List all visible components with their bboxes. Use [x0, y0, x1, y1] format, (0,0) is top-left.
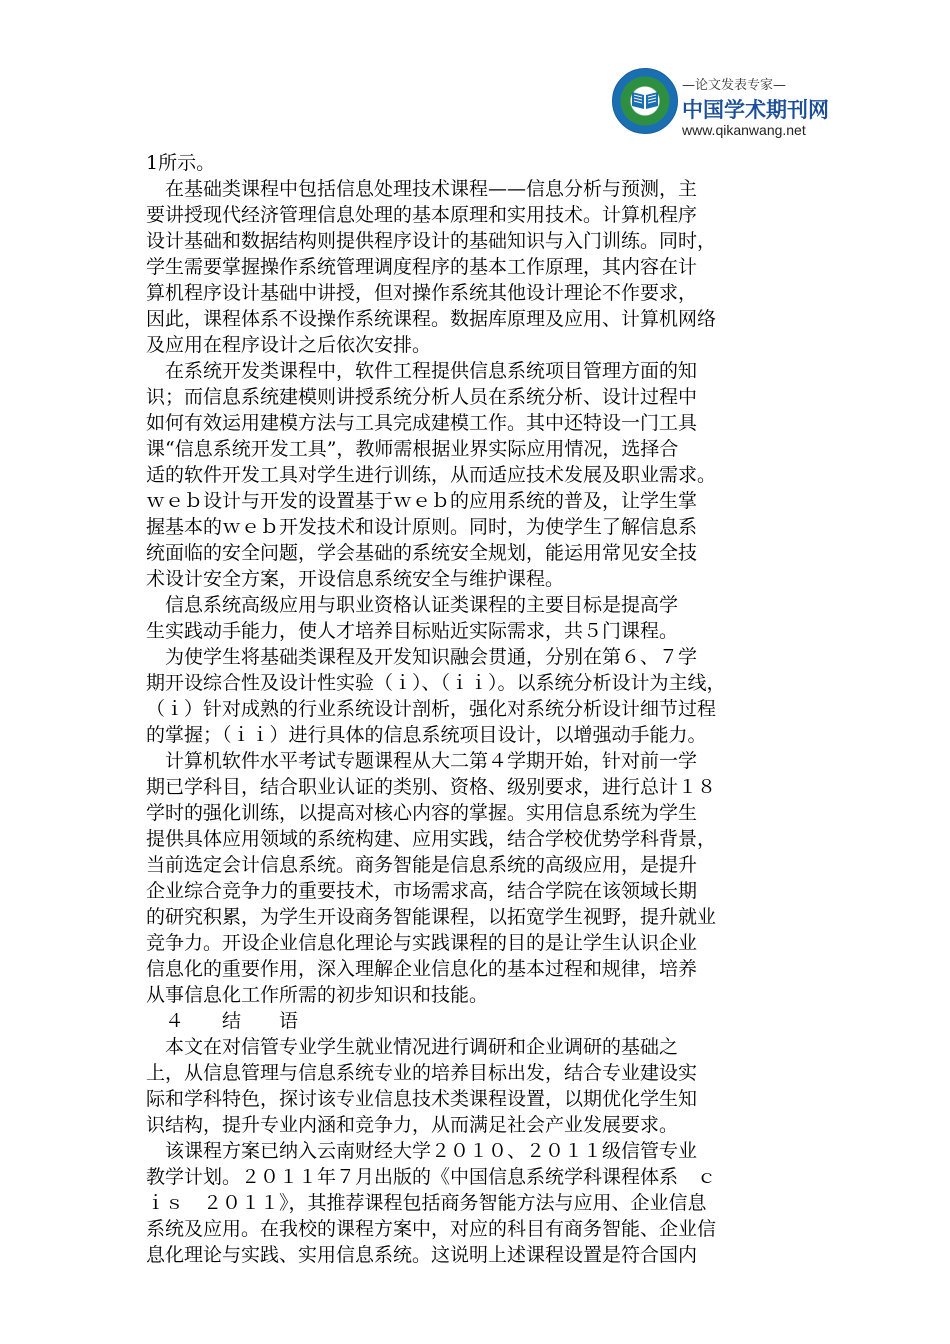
- text-line: 计算机软件水平考试专题课程从大二第４学期开始，针对前一学: [146, 750, 698, 772]
- logo-site-name: 中国学术期刊网: [682, 98, 829, 122]
- text-line: 生实践动手能力，使人才培养目标贴近实际需求，共５门课程。: [146, 620, 679, 642]
- text-line: 1所示。: [146, 152, 216, 174]
- text-line: 息化理论与实践、实用信息系统。这说明上述课程设置是符合国内: [146, 1244, 698, 1266]
- text-line: 设计基础和数据结构则提供程序设计的基础知识与入门训练。同时，: [146, 230, 717, 252]
- text-line: 的掌握；（ｉｉ）进行具体的信息系统项目设计，以增强动手能力。: [146, 724, 707, 746]
- logo-slogan: —论文发表专家—: [682, 78, 787, 93]
- text-line: 竞争力。开设企业信息化理论与实践课程的目的是让学生认识企业: [146, 932, 698, 954]
- open-book-icon: [631, 89, 659, 111]
- text-line: 为使学生将基础类课程及开发知识融会贯通，分别在第６、７学: [146, 646, 698, 668]
- text-line: （ｉ）针对成熟的行业系统设计剖析，强化对系统分析设计细节过程: [146, 698, 717, 720]
- logo-url: www.qikanwang.net: [682, 122, 806, 138]
- text-line: 及应用在程序设计之后依次安排。: [146, 334, 432, 356]
- text-line: 在基础类课程中包括信息处理技术课程——信息分析与预测，主: [146, 178, 698, 200]
- text-line: 术设计安全方案，开设信息系统安全与维护课程。: [146, 568, 565, 590]
- text-line: 期已学科目，结合职业认证的类别、资格、级别要求，进行总计１８: [146, 776, 717, 798]
- text-line: 握基本的ｗｅｂ开发技术和设计原则。同时，为使学生了解信息系: [146, 516, 698, 538]
- text-line: 识结构，提升专业内涵和竞争力，从而满足社会产业发展要求。: [146, 1114, 679, 1136]
- text-line: 企业综合竞争力的重要技术，市场需求高，结合学院在该领域长期: [146, 880, 698, 902]
- text-line: 因此，课程体系不设操作系统课程。数据库原理及应用、计算机网络: [146, 308, 717, 330]
- text-line: 识；而信息系统建模则讲授系统分析人员在系统分析、设计过程中: [146, 386, 698, 408]
- text-line: 学时的强化训练，以提高对核心内容的掌握。实用信息系统为学生: [146, 802, 698, 824]
- text-line: 该课程方案已纳入云南财经大学２０１０、２０１１级信管专业: [146, 1140, 698, 1162]
- logo-emblem: [612, 68, 678, 134]
- text-line: 系统及应用。在我校的课程方案中，对应的科目有商务智能、企业信: [146, 1218, 717, 1240]
- text-line: 适的软件开发工具对学生进行训练，从而适应技术发展及职业需求。: [146, 464, 717, 486]
- text-line: ｉｓ ２０１１》，其推荐课程包括商务智能方法与应用、企业信息: [146, 1192, 707, 1214]
- text-line: 如何有效运用建模方法与工具完成建模工作。其中还特设一门工具: [146, 412, 698, 434]
- text-line: 信息系统高级应用与职业资格认证类课程的主要目标是提高学: [146, 594, 679, 616]
- text-line: 期开设综合性及设计性实验（ｉ）、（ｉｉ）。以系统分析设计为主线，: [146, 672, 726, 694]
- text-line: 上，从信息管理与信息系统专业的培养目标出发，结合专业建设实: [146, 1062, 698, 1084]
- text-line: ｗｅｂ设计与开发的设置基于ｗｅｂ的应用系统的普及，让学生掌: [146, 490, 698, 512]
- text-line: 教学计划。２０１１年７月出版的《中国信息系统学科课程体系 ｃ: [146, 1166, 717, 1188]
- text-line: 际和学科特色，探讨该专业信息技术类课程设置，以期优化学生知: [146, 1088, 698, 1110]
- site-logo: [612, 68, 829, 150]
- text-line: 信息化的重要作用，深入理解企业信息化的基本过程和规律，培养: [146, 958, 698, 980]
- text-line: 统面临的安全问题，学会基础的系统安全规划，能运用常见安全技: [146, 542, 698, 564]
- text-line: ４ 结 语: [146, 1010, 299, 1032]
- text-line: 学生需要掌握操作系统管理调度程序的基本工作原理，其内容在计: [146, 256, 698, 278]
- text-line: 在系统开发类课程中，软件工程提供信息系统项目管理方面的知: [146, 360, 698, 382]
- text-line: 算机程序设计基础中讲授，但对操作系统其他设计理论不作要求，: [146, 282, 698, 304]
- text-line: 提供具体应用领域的系统构建、应用实践，结合学校优势学科背景，: [146, 828, 717, 850]
- article-body: [146, 150, 806, 1268]
- text-line: 课“信息系统开发工具”，教师需根据业界实际应用情况，选择合: [146, 438, 679, 460]
- text-line: 当前选定会计信息系统。商务智能是信息系统的高级应用，是提升: [146, 854, 698, 876]
- text-line: 本文在对信管专业学生就业情况进行调研和企业调研的基础之: [146, 1036, 679, 1058]
- text-line: 从事信息化工作所需的初步知识和技能。: [146, 984, 489, 1006]
- text-line: 的研究积累，为学生开设商务智能课程，以拓宽学生视野，提升就业: [146, 906, 717, 928]
- text-line: 要讲授现代经济管理信息处理的基本原理和实用技术。计算机程序: [146, 204, 698, 226]
